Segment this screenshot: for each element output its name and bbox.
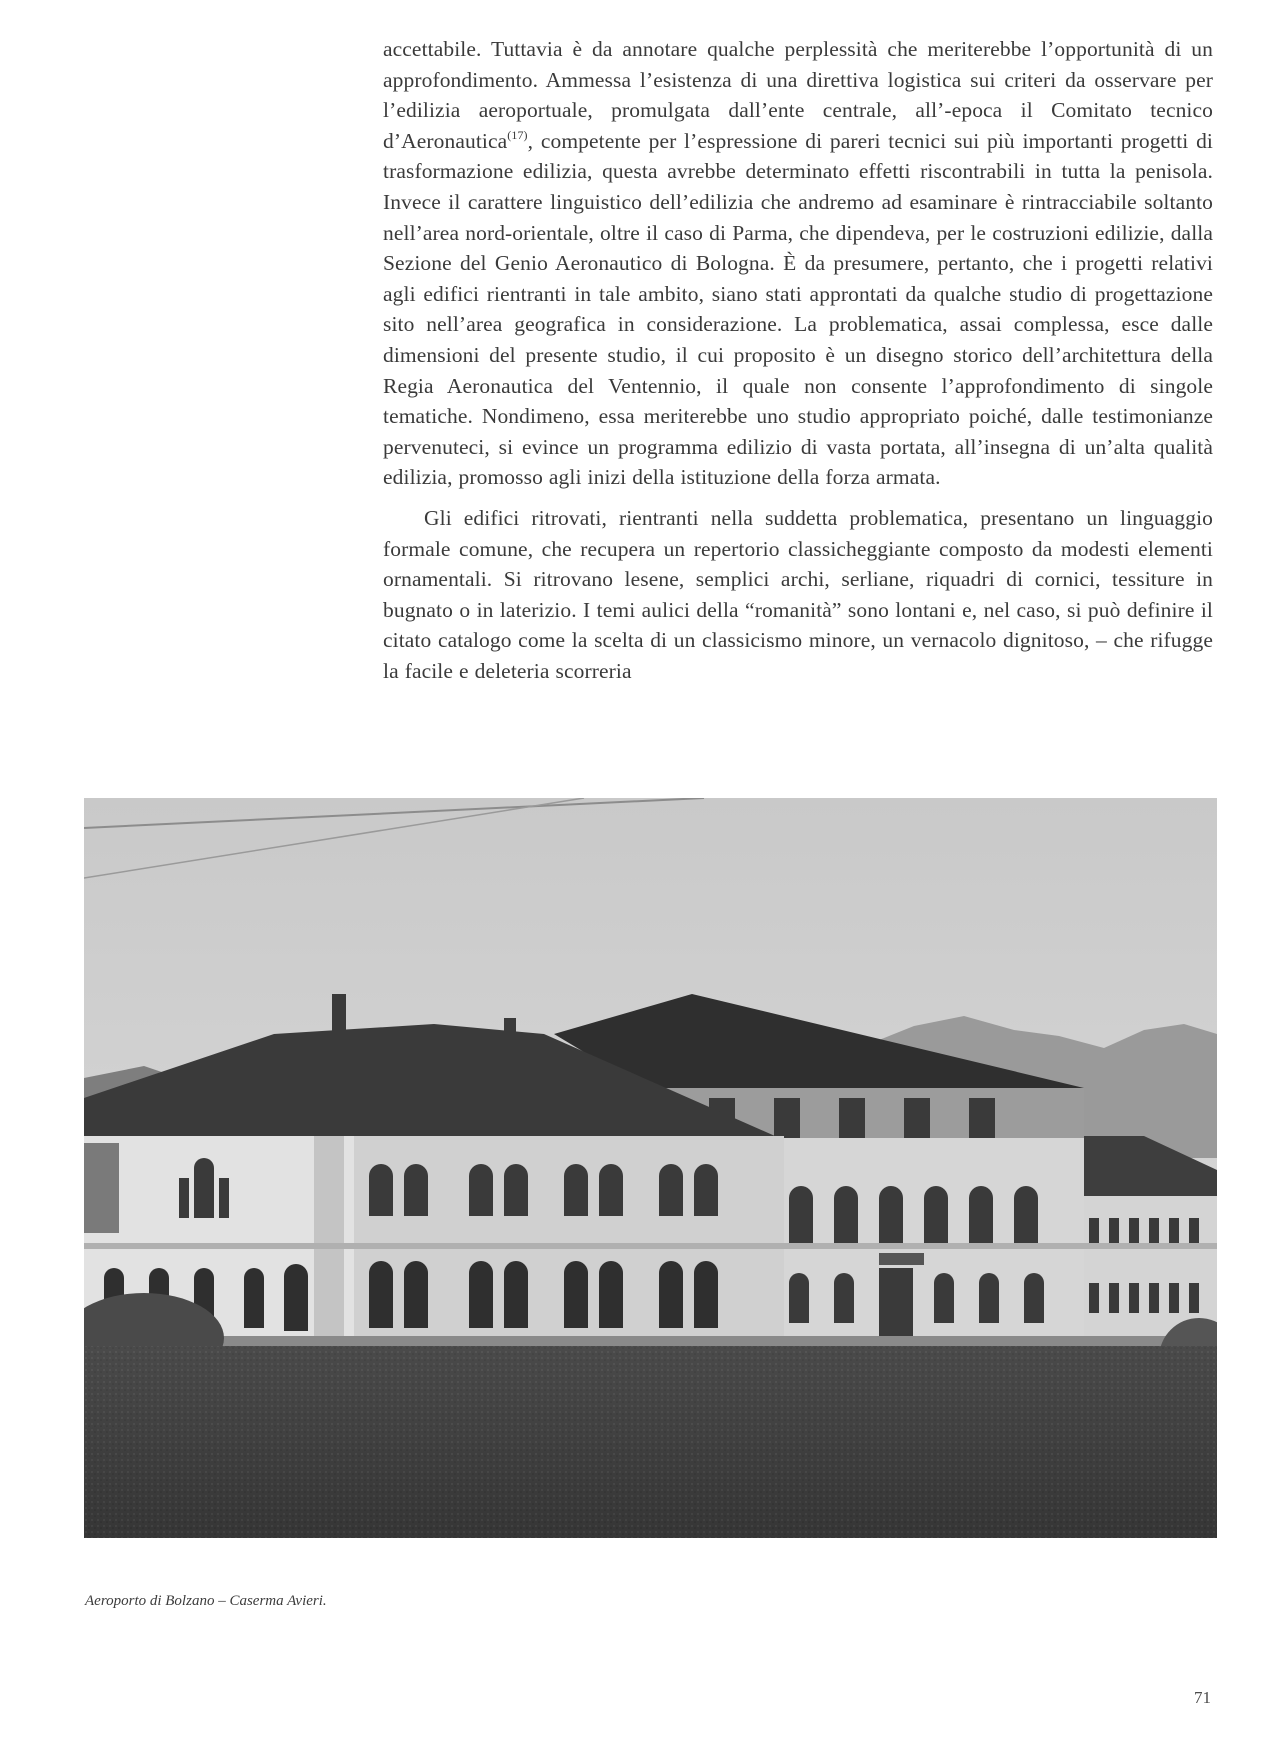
body-text-column bbox=[383, 34, 1213, 686]
page-number: 71 bbox=[1194, 1688, 1211, 1707]
figure-caption: Aeroporto di Bolzano – Caserma Avieri. bbox=[85, 1593, 327, 1609]
paragraph-1-start: accettabile. Tuttavia è da annotare qualche perplessità che meriterebbe l’opportunità di un approfondimento. Ammessa l’esistenza di una direttiva logistica sui criteri da osservare per l’edilizia aeroportuale, promulgata dall’ente centrale, all’-epoca il Comitato tecnico d’Aeronautica bbox=[383, 37, 1213, 153]
paragraph-1 bbox=[383, 34, 1213, 493]
footnote-reference: (17) bbox=[507, 127, 528, 142]
paragraph-2: Gli edifici ritrovati, rientranti nella suddetta problematica, presentano un linguaggio formale comune, che recupera un repertorio classicheggiante composto da modesti elementi ornamentali. Si ritrovano lesene, semplici archi, serliane, riquadri di cornici, tessiture in bugnato o in laterizio. I temi aulici della “romanità” sono lontani e, nel caso, si può definire il citato catalogo come la scelta di un classicismo minore, un vernacolo dignitoso, – che rifugge la facile e deleteria scorreria bbox=[383, 505, 1213, 683]
paragraph-1-end: , competente per l’espressione di pareri tecnici sui più importanti progetti di trasformazione edilizia, questa avrebbe determinato effetti riscontrabili in tutta la penisola. Invece il carattere linguistico dell’edilizia che andremo ad esaminare è rintracciabile soltanto nell’area nord-orientale, oltre il caso di Parma, che dipendeva, per le costruzioni edilizie, dalla Sezione del Genio Aeronautico di Bologna. È da presumere, pertanto, che i progetti relativi agli edifici rientranti in tale ambito, siano stati approntati da qualche studio di progettazione sito nell’area geografica in considerazione. La problematica, assai complessa, esce dalle dimensioni del presente studio, il cui proposito è un disegno storico dell’architettura della Regia Aeronautica del Ventennio, il quale non consente l’approfondimento di singole tematiche. Nondimeno, essa meriterebbe uno studio appropriato poiché, dalle testimonianze pervenuteci, si evince un programma edilizio di vasta portata, all’insegna di un’alta qualità edilizia, promosso agli inizi della istituzione della forza armata. bbox=[383, 128, 1213, 490]
building-photograph bbox=[84, 798, 1217, 1538]
